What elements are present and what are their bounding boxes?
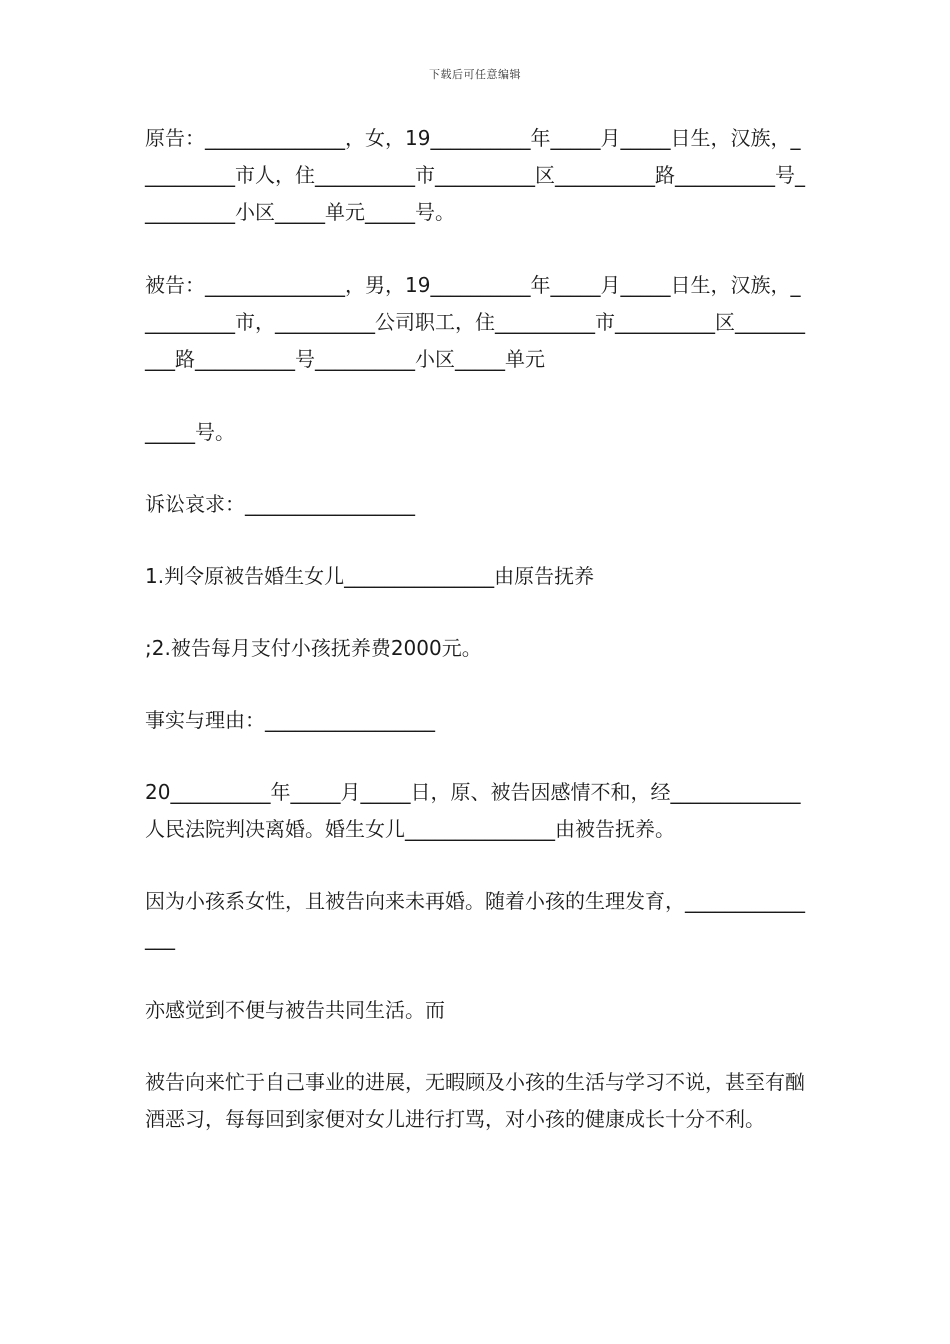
facts-heading: 事实与理由：_________________ (145, 708, 435, 732)
defendant-tail-paragraph: _____号。 (145, 420, 235, 444)
facts-paragraph-2: 因为小孩系女性，且被告向来未再婚。随着小孩的生理发育，_______________ (145, 889, 805, 950)
facts-paragraph-3: 亦感觉到不便与被告共同生活。而 (145, 998, 445, 1022)
facts-paragraph-1: 20__________年_____月_____日，原、被告因感情不和，经_____________人民法院判决离婚。婚生女儿_______________由被告抚养。 (145, 780, 801, 841)
plaintiff-paragraph: 原告：______________，女，19__________年_____月_____日生，汉族，__________市人，住__________市__________区__________路__________号__________小区_____单元_____号。 (145, 126, 805, 224)
claim-item-1: 1.判令原被告婚生女儿_______________由原告抚养 (145, 564, 595, 588)
claim-item-2: ;2.被告每月支付小孩抚养费2000元。 (145, 636, 482, 660)
document-body (145, 120, 810, 1138)
facts-paragraph-4: 被告向来忙于自己事业的进展，无暇顾及小孩的生活与学习不说，甚至有酗酒恶习，每每回到家便对女儿进行打骂，对小孩的健康成长十分不利。 (145, 1070, 805, 1131)
defendant-paragraph: 被告：______________，男，19__________年_____月_____日生，汉族，__________市，__________公司职工，住__________市__________区__________路__________号__________小区_____单元 (145, 273, 805, 371)
claims-heading: 诉讼哀求：_________________ (145, 492, 415, 516)
page-header: 下载后可任意编辑 (429, 68, 521, 81)
